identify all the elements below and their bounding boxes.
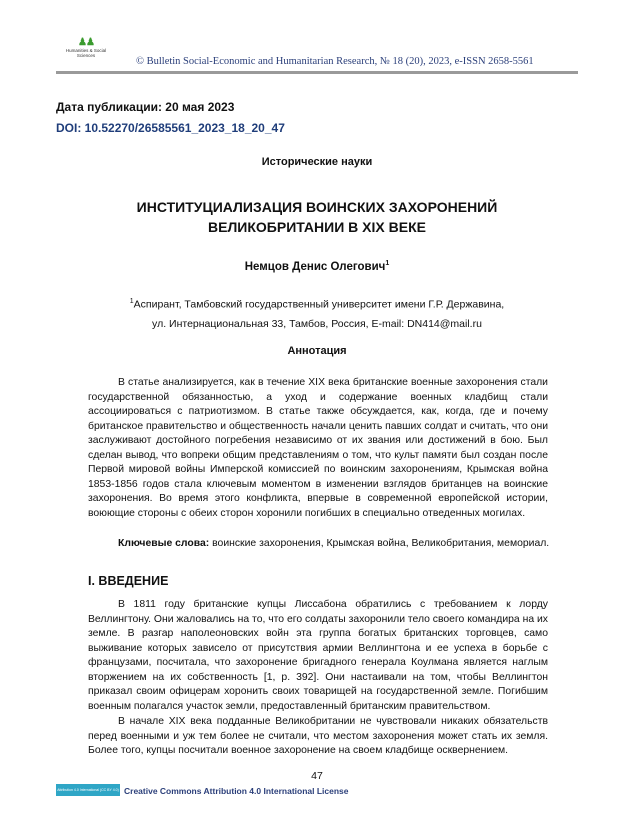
- abstract-text: В статье анализируется, как в течение XIX века британские военные захоронения стали государственной обязанностью, а уход и содержание военных кладбищ стали ассоциироваться с патриотизмом. В статье также обсуждается, как, когда, где и почему британское правительство и общественность начали ценить павших солдат и считать, что они заслуживают достойного погребения независимо от их звания или достижений в бою. Был сделан вывод, что вопреки общим представлениям о том, что культ памяти был создан после Первой мировой войны Имперской комиссией по воинским захоронениям, Крымская война 1853-1856 годов стала ключевым моментом в изменении взглядов британцев на воинские захоронения. Во время этого конфликта, впервые в современной европейской истории, воюющие стороны с обеих сторон хоронили погибших в специально отведенных могилах.: [88, 377, 548, 519]
- author: Немцов Денис Олегович$^1$: [244, 260, 390, 273]
- doi-link[interactable]: DOI: 10.52270/26585561_2023_18_20_47: [56, 121, 285, 135]
- publication-date: Дата публикации: 20 мая 2023: [56, 100, 235, 114]
- license-link[interactable]: Creative Commons Attribution 4.0 International License: [124, 786, 349, 796]
- intro-heading: I. ВВЕДЕНИЕ: [88, 574, 169, 588]
- people-icon: ♟♟: [78, 37, 94, 48]
- section-label: Исторические науки: [261, 156, 373, 168]
- cc-license-badge[interactable]: Attribution 4.0 International (CC BY 4.0): [56, 784, 120, 796]
- affiliation: $^1$Аспирант, Тамбовский государственный университет имени Г.Р. Державина, ул. Интернациональная 33, Тамбов, Россия, E-mail: DN414@mail.ru: [129, 298, 505, 330]
- journal-logo: ♟♟ Humanities & Social Sciences: [60, 38, 112, 58]
- paragraph: В 1811 году британские купцы Лиссабона обратились с требованием к лорду Веллингтону. Они жаловались на то, что его солдаты захоронили тело своего командира на их земле. В разгар наполеоновских войн эта группа богатых британских торговцев, само выживание которых зависело от присутствия армии Веллингтона и ее успеха в борьбе с французами, посчитала, что захоронение бригадного генерала Коулмана является наглым вторжением на их собственность [1, p. 392]. Они настаивали на том, чтобы Веллингтон приказал своим офицерам хоронить своих товарищей на государственной земле. Погибшим военным полагался участок земли, предоставленный британским правительством.: [88, 599, 549, 712]
- abstract-heading: Аннотация: [287, 345, 347, 357]
- article-title: ИНСТИТУЦИАЛИЗАЦИЯ ВОИНСКИХ ЗАХОРОНЕНИЙ ВЕЛИКОБРИТАНИИ В XIX ВЕКЕ: [136, 199, 498, 235]
- journal-header: © Bulletin Social-Economic and Humanitarian Research, № 18 (20), 2023, e-ISSN 2658-5561: [136, 56, 534, 67]
- keywords: Ключевые слова: воинские захоронения, Крымская война, Великобритания, мемориал.: [118, 538, 550, 549]
- paragraph: В начале XIX века подданные Великобритании не чувствовали никаких обязательств перед военными и уж тем более не считали, что местом захоронения может стать их земля. Более того, купцы посчитали военное захоронение на своем кладбище осквернением.: [88, 716, 548, 756]
- page-number: 47: [311, 770, 323, 782]
- header-divider: [56, 71, 578, 74]
